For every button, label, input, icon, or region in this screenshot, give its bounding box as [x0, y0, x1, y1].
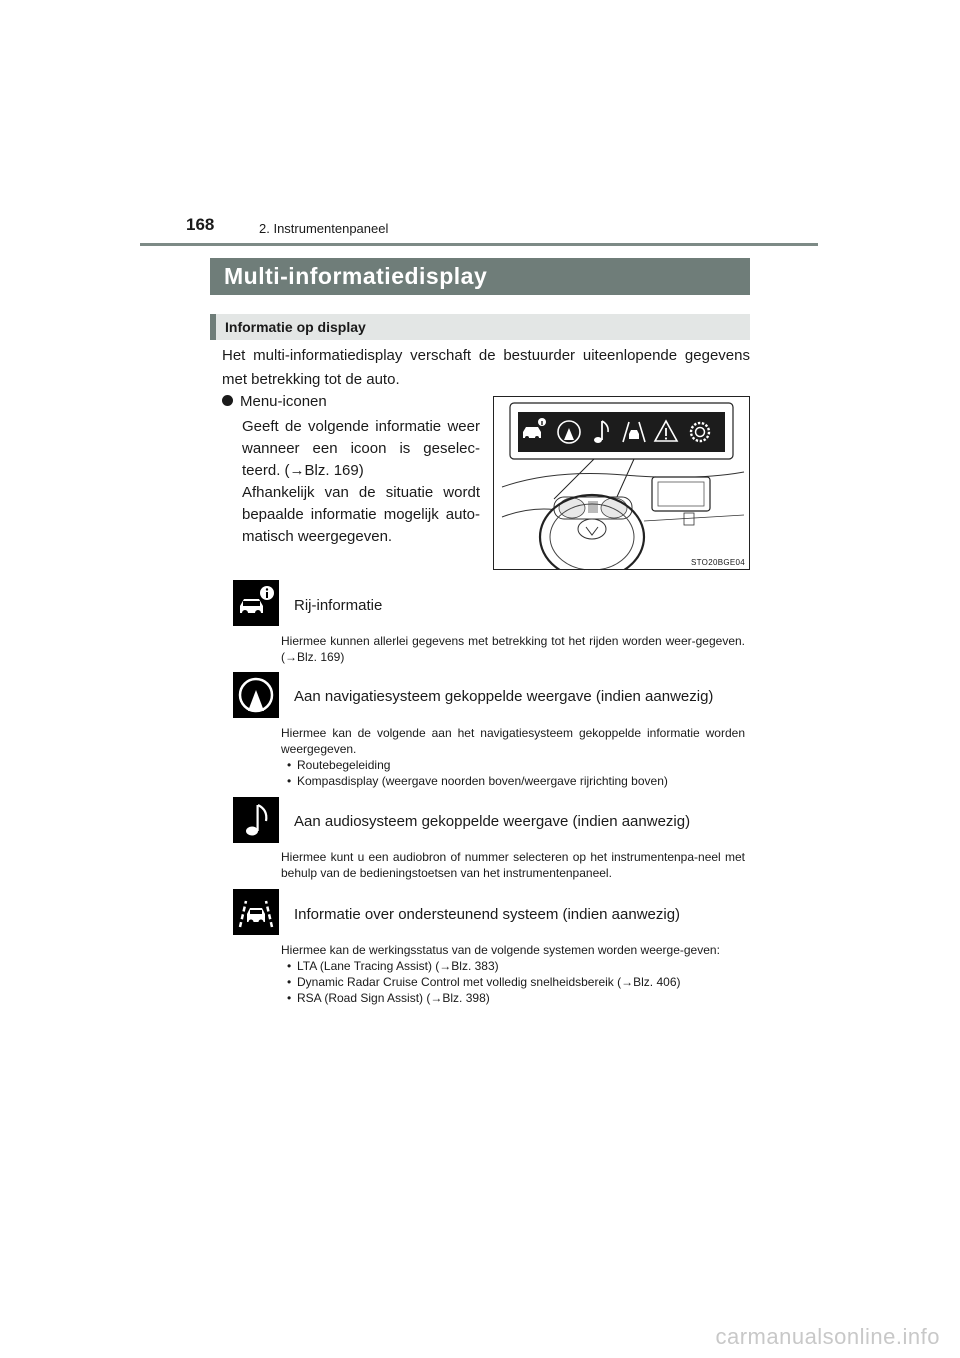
bullet-body — [242, 416, 480, 548]
bullet-title: Menu-iconen — [240, 393, 327, 410]
music-note-icon — [233, 797, 279, 843]
header-divider — [140, 243, 818, 246]
entry-desc-navigatie — [281, 725, 745, 789]
list-item: • Kompasdisplay (weergave noorden boven/weergave rijrichting boven) — [281, 773, 745, 789]
entry-list — [281, 958, 745, 1006]
chapter-title: 2. Instrumentenpaneel — [259, 221, 389, 236]
car-info-icon — [233, 580, 279, 626]
dashboard-illustration — [494, 397, 749, 569]
bullet-dot-icon — [222, 395, 233, 406]
bullet-heading — [222, 390, 327, 414]
list-item: • RSA (Road Sign Assist) (→Blz. 398) — [281, 990, 745, 1006]
entry-title-rij-informatie: Rij-informatie — [294, 597, 383, 614]
entry-desc-ondersteunend — [281, 942, 745, 1006]
entry-desc-audio — [281, 849, 745, 881]
entry-desc-text: Hiermee kunnen allerlei gegevens met betrekking tot het rijden worden weer-gegeven. (→Blz. 169) — [281, 634, 745, 664]
list-item: • LTA (Lane Tracing Assist) (→Blz. 383) — [281, 958, 745, 974]
watermark-text: carmanualsonline.info — [715, 1324, 940, 1349]
section-title: Multi-informatiedisplay — [210, 258, 750, 295]
entry-desc-rij-informatie — [281, 633, 745, 665]
list-item: • Dynamic Radar Cruise Control met volledig snelheidsbereik (→Blz. 406) — [281, 974, 745, 990]
entry-title-audio: Aan audiosysteem gekoppelde weergave (indien aanwezig) — [294, 813, 691, 830]
entry-desc-text: Hiermee kan de volgende aan het navigatiesysteem gekoppelde informatie worden weergegeven. — [281, 726, 745, 756]
entry-list — [281, 757, 745, 789]
figure-code: STO20BGE04 — [691, 558, 745, 567]
watermark — [0, 1318, 960, 1358]
page-number: 168 — [186, 215, 215, 234]
subsection-heading: Informatie op display — [210, 314, 750, 340]
bullet-text-1: Geeft de volgende informatie weer wanneer een icoon is geselec-teerd. (→Blz. 169) — [242, 418, 480, 479]
entry-desc-text: Hiermee kan de werkingsstatus van de volgende systemen worden weerge-geven: — [281, 943, 720, 957]
bullet-text-2: Afhankelijk van de situatie wordt bepaalde informatie mogelijk auto-matisch weergegeven. — [242, 484, 480, 545]
navigation-icon — [233, 672, 279, 718]
entry-title-ondersteunend: Informatie over ondersteunend systeem (indien aanwezig) — [294, 906, 681, 923]
dashboard-figure — [493, 396, 750, 570]
entry-desc-text: Hiermee kunt u een audiobron of nummer selecteren op het instrumentenpa-neel met behulp van de bedieningstoetsen van het instrumentenpaneel. — [281, 850, 745, 880]
entry-title-navigatie: Aan navigatiesysteem gekoppelde weergave (indien aanwezig) — [294, 688, 714, 705]
page-header — [0, 0, 960, 250]
lane-assist-icon — [233, 889, 279, 935]
intro-paragraph: Het multi-informatiedisplay verschaft de bestuurder uiteenlopende gegevens met betrekking tot de auto. — [222, 347, 750, 388]
list-item: • Routebegeleiding — [281, 757, 745, 773]
